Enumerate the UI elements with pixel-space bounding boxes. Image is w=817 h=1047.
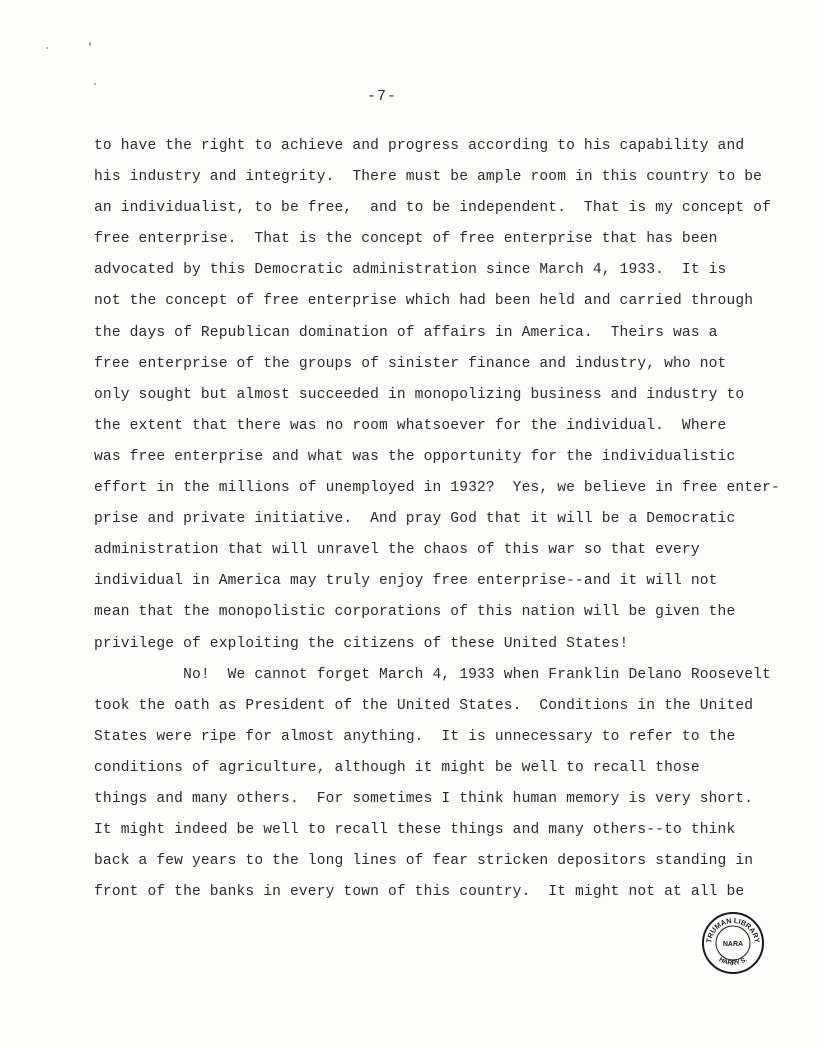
text-line: advocated by this Democratic administration since March 4, 1933. It is xyxy=(94,262,727,279)
page-number: -7- xyxy=(366,88,397,105)
text-line: front of the banks in every town of this country. It might not at all be xyxy=(94,884,745,901)
text-line: It might indeed be well to recall these things and many others--to think xyxy=(94,822,736,839)
paper-speck xyxy=(46,47,48,49)
text-line: effort in the millions of unemployed in 1932? Yes, we believe in free enter- xyxy=(94,480,780,497)
text-line: conditions of agriculture, although it might be well to recall those xyxy=(94,759,700,776)
text-line: to have the right to achieve and progress according to his capability and xyxy=(94,138,745,154)
text-line: things and many others. For sometimes I think human memory is very short. xyxy=(94,790,754,807)
text-line: No! We cannot forget March 4, 1933 when Franklin Delano Roosevelt xyxy=(94,666,771,683)
text-line: administration that will unravel the chaos of this war so that every xyxy=(94,542,700,559)
text-line: was free enterprise and what was the opportunity for the individualistic xyxy=(94,448,736,465)
text-line: the days of Republican domination of affairs in America. Theirs was a xyxy=(94,324,718,341)
seal-bottom-text: HARRY S. xyxy=(717,956,749,968)
text-line: his industry and integrity. There must be ample room in this country to be xyxy=(94,169,763,186)
text-line: privilege of exploiting the citizens of these United States! xyxy=(94,635,629,652)
library-seal-icon xyxy=(701,911,765,975)
text-line: free enterprise. That is the concept of free enterprise that has been xyxy=(94,231,718,248)
seal-top-text: TRUMAN LIBRARY xyxy=(704,915,762,944)
text-line: prise and private initiative. And pray God that it will be a Democratic xyxy=(94,511,736,528)
text-line: an individualist, to be free, and to be independent. That is my concept of xyxy=(94,200,771,217)
text-line: States were ripe for almost anything. It is unnecessary to refer to the xyxy=(94,728,736,745)
document-body xyxy=(94,131,780,908)
text-line: free enterprise of the groups of sinister finance and industry, who not xyxy=(94,355,727,372)
paper-speck xyxy=(94,83,96,85)
seal-center-text: NARA xyxy=(722,941,744,948)
text-line: not the concept of free enterprise which had been held and carried through xyxy=(94,293,754,310)
text-line: mean that the monopolistic corporations of this nation will be given the xyxy=(94,604,736,621)
text-line: individual in America may truly enjoy free enterprise--and it will not xyxy=(94,573,718,590)
paper-speck xyxy=(89,42,91,46)
text-line: took the oath as President of the United States. Conditions in the United xyxy=(94,697,754,714)
text-line: the extent that there was no room whatsoever for the individual. Where xyxy=(94,417,727,434)
text-line: back a few years to the long lines of fear stricken depositors standing in xyxy=(94,853,754,870)
text-line: only sought but almost succeeded in monopolizing business and industry to xyxy=(94,386,745,403)
